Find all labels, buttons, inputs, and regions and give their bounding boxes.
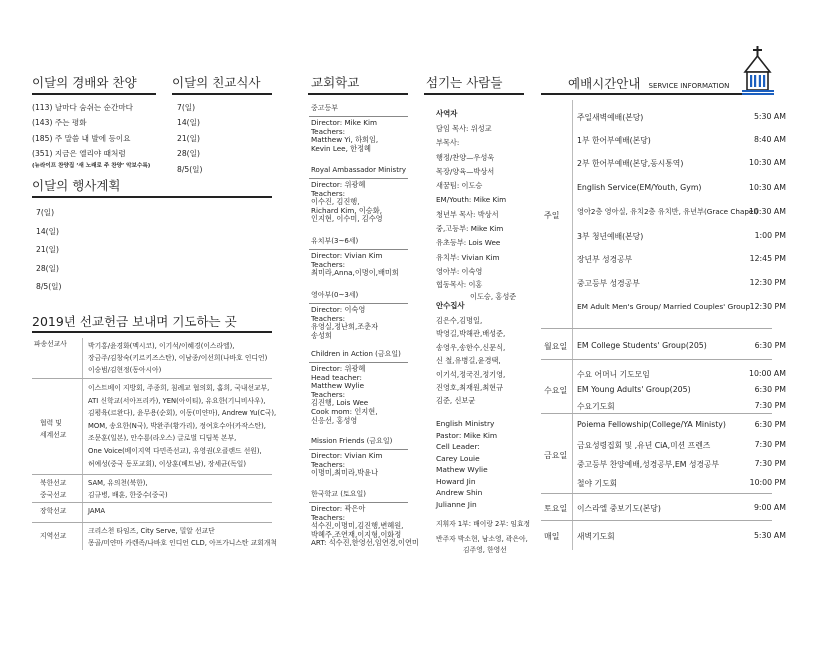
service-time: 10:00 PM <box>749 478 786 487</box>
mission-label: 협력 및 세계선교 <box>40 419 67 439</box>
staff-item: 영아부: 이숙영 <box>436 266 483 276</box>
school-block-body <box>311 452 382 478</box>
service-name: 수요 어머니 기도모임 <box>577 370 650 379</box>
worship-item: (185) 주 말씀 내 발에 등이요 <box>32 133 131 143</box>
service-time: 5:30 AM <box>753 112 786 121</box>
staff-item: 새꿈팀: 이도승 <box>436 181 483 191</box>
em-line: Mathew Wylie <box>436 465 488 474</box>
service-divider <box>541 493 772 494</box>
school-block-line: 김진행, Lois Wee <box>311 398 369 408</box>
service-title: 예배시간안내 <box>568 76 641 91</box>
em-list <box>436 418 497 510</box>
mission-line: One Voice(베이지역 다민족선교), 유영권(오클랜드 선원), <box>88 446 262 455</box>
school-block-line: Teachers: <box>311 313 346 323</box>
school-block-line: Kevin Lee, 한정혜 <box>311 143 371 153</box>
school-block-rule <box>309 449 408 450</box>
events-rule <box>32 196 272 198</box>
fellowship-date: 8/5(일) <box>177 164 203 174</box>
service-time: 5:30 AM <box>753 531 786 540</box>
mission-line: 장금주/김창숙(키르키즈스탄), 이남종/이선희(나바호 인디언) <box>88 354 268 362</box>
worship-note: (뉴라이프 찬양집 ‘새 노래로 주 찬양’ 악보수록) <box>32 162 151 169</box>
school-block-title: 한국학교 (토요일) <box>311 490 367 498</box>
school-block-line: Teachers: <box>311 459 346 469</box>
deacon-line: 박영길,박해관,배성준, <box>436 329 506 339</box>
school-block-rule <box>309 178 408 179</box>
mission-line: ATI 신학교(서아프리카), YEN(아이티), 유요한(기니비사우), <box>88 396 266 405</box>
service-time: 12:30 PM <box>749 278 786 287</box>
school-block-line: Cook mom: 인지현, <box>311 406 378 416</box>
em-line: Pastor: Mike Kim <box>436 430 498 440</box>
service-title-wrap <box>568 73 729 92</box>
event-date: 28(일) <box>36 263 59 273</box>
school-block-line: 석수진,이명미,김진행,변혜원, <box>311 521 404 531</box>
service-divider <box>541 359 772 360</box>
school-block-line: 이수진, 김진행, <box>311 197 360 207</box>
service-name: 장년부 성경공부 <box>577 255 633 264</box>
service-name: 새벽기도회 <box>577 532 615 541</box>
mission-lines <box>88 525 277 549</box>
mission-line: 박기홍/윤경화(멕시코), 이기석/이혜경(이스라엘), <box>88 342 235 350</box>
school-block-rule <box>309 116 408 117</box>
deacon-line: 신 철,유병길,윤경택, <box>436 356 501 366</box>
pastor-heading: 사역자 <box>436 109 458 118</box>
service-name: 수요기도회 <box>577 402 615 411</box>
mission-row-divider <box>32 522 272 523</box>
school-block-line: 인지현, 이수미, 김수영 <box>311 214 383 224</box>
service-day: 월요일 <box>544 342 568 351</box>
school-block-title: Children in Action (금요일) <box>311 350 401 358</box>
conductor: 지휘자 1부: 배이랑 2부: 임효정 <box>436 520 531 528</box>
service-name: 금요성령집회 및 ,유년 CiA,미션 프렌즈 <box>577 441 711 450</box>
worship-list <box>32 100 150 171</box>
deacon-line: 김은수,김명일, <box>436 316 483 325</box>
school-block-line: 유영실,정난희,조춘자 <box>311 322 379 332</box>
school-block-rule <box>309 362 408 363</box>
school-block-line: Director: 위광혜 <box>311 364 366 373</box>
service-time: 6:30 PM <box>754 341 786 350</box>
school-block-title: Royal Ambassador Ministry <box>311 166 406 174</box>
fellowship-rule <box>172 93 272 95</box>
school-block-line: Matthew Wylie <box>311 381 365 391</box>
staff-item: 목장/양육—박상서 <box>436 166 495 176</box>
worship-title: 이달의 경배와 찬양 <box>32 75 137 90</box>
deacons-heading: 안수집사 <box>436 301 465 310</box>
deacon-line: 진영호,최재원,최현규 <box>436 383 504 393</box>
mission-line: MOM, 송요한(N국), 박완주(황가리), 정여호수아(카작스탄), <box>88 421 266 430</box>
em-line: English Ministry <box>436 419 495 428</box>
mission-line: 허예성(중국 동포교회), 이상훈(베트남), 장세균(독일) <box>88 459 247 468</box>
accompanist-2: 김주영, 한영선 <box>463 546 507 554</box>
service-time: 7:30 PM <box>754 459 786 468</box>
school-block-line: Teachers: <box>311 126 346 136</box>
mission-label: 파송선교사 <box>34 340 67 348</box>
service-day: 토요일 <box>544 504 568 513</box>
school-rule <box>308 93 408 95</box>
mission-rule <box>32 331 272 333</box>
service-name: EM College Students' Group(205) <box>577 341 707 350</box>
school-block-line: 신응선, 홍성영 <box>311 415 358 425</box>
mission-line: 조문훈(일본), 안수룡(라오스) 글로벌 디딤북 본부, <box>88 434 237 443</box>
service-rule <box>541 93 772 95</box>
school-block-line: 최미라,Anna,이명이,배미희 <box>311 268 399 278</box>
school-block-line: Director: 이숙영 <box>311 305 366 314</box>
school-block-line: Head teacher: <box>311 372 362 382</box>
deacon-line: 이기석,정국진,정기영, <box>436 369 506 379</box>
mission-line: 크리스천 타임즈, City Serve, 밀알 선교단 <box>88 527 215 535</box>
service-time: 10:30 AM <box>748 158 786 167</box>
mission-row-divider <box>32 474 272 475</box>
event-date: 8/5(일) <box>36 282 62 291</box>
mission-lines <box>88 382 276 470</box>
school-block-rule <box>309 303 408 304</box>
em-line: Andrew Shin <box>436 488 483 497</box>
service-divider <box>541 328 772 329</box>
school-block-line: ART: 석수진,한영선,임연경,이연미 <box>311 538 419 548</box>
school-block-line: 박혜주,조연재,이지형,이화정 <box>311 529 402 539</box>
mission-lines <box>88 477 168 501</box>
service-time: 1:00 PM <box>754 231 786 240</box>
mission-title: 2019년 선교헌금 보내며 기도하는 곳 <box>32 314 237 329</box>
school-block-body <box>311 181 383 224</box>
mission-line: 이스트베이 지방회, 주종희, 침례교 협의회, 홈희, 국내선교부, <box>88 384 270 392</box>
staff-item: EM/Youth: Mike Kim <box>436 195 507 205</box>
em-line: Carey Louie <box>436 453 480 463</box>
staff-rule <box>424 93 524 95</box>
school-block-rule <box>309 502 408 503</box>
service-day: 매일 <box>544 532 560 541</box>
service-time: 12:30 PM <box>749 302 786 311</box>
mission-line: 이승범/김현정(동아시아) <box>88 366 162 374</box>
mission-row-divider <box>32 502 272 503</box>
mission-line: 김평육(르완다), 윤무용(순회), 이동(미얀마), Andrew Yu(C국), <box>88 409 277 418</box>
staff-item: 행정/찬양—우성욱 <box>436 152 495 162</box>
service-name: English Service(EM/Youth, Gym) <box>577 183 702 192</box>
mission-label: 지역선교 <box>40 532 67 540</box>
events-list <box>36 204 61 297</box>
school-block-rule <box>309 249 408 250</box>
service-name: 이스라엘 중보기도(본당) <box>577 504 661 513</box>
school-block-line: Teachers: <box>311 512 346 522</box>
event-date: 7(일) <box>36 208 55 217</box>
school-block-body <box>311 119 378 153</box>
mission-row-divider <box>32 378 272 379</box>
school-block-title: 중고등부 <box>311 104 339 112</box>
staff-list <box>436 122 516 303</box>
service-name: 중고등부 찬양예배,성경공부,EM 성경공부 <box>577 460 720 469</box>
service-name: 주일새벽예배(본당) <box>577 113 644 122</box>
service-name: Poiema Fellowship(College/YA Ministy) <box>577 420 726 429</box>
fellowship-date: 14(일) <box>177 118 200 128</box>
deacon-line: 송영우,송한수,신문식, <box>436 342 506 352</box>
staff-item: 협동목사: 이홍 <box>436 280 483 290</box>
church-icon <box>742 44 774 96</box>
school-block-line: Director: 곽은아 <box>311 504 366 513</box>
school-block-line: 송성희 <box>311 330 332 340</box>
school-block-line: Director: Mike Kim <box>311 118 377 127</box>
service-day: 주일 <box>544 211 560 220</box>
service-name: 3부 청년예배(본당) <box>577 232 644 241</box>
school-title: 교회학교 <box>311 75 360 90</box>
worship-rule <box>32 93 156 95</box>
school-block-title: 유치부(3~6세) <box>311 237 359 245</box>
school-block-title: 영아부(0~3세) <box>311 291 359 299</box>
service-name: 1부 한어부예배(본당) <box>577 136 651 145</box>
fellowship-date: 21(일) <box>177 133 200 143</box>
school-block-body <box>311 505 419 548</box>
mission-lines <box>88 340 267 376</box>
service-name: 2부 한어부예배(본당,동시통역) <box>577 159 684 168</box>
staff-title: 섬기는 사람들 <box>426 75 503 90</box>
service-divider <box>541 413 772 414</box>
school-block-body <box>311 306 378 340</box>
mission-line: SAM, 유의천(북한), <box>88 479 148 487</box>
service-time: 7:30 PM <box>754 440 786 449</box>
service-time: 6:30 PM <box>754 420 786 429</box>
service-time: 10:30 AM <box>748 207 786 216</box>
school-block-line: 이명미,최미라,박윤나 <box>311 468 379 478</box>
events-title: 이달의 행사계획 <box>32 178 121 193</box>
service-time: 10:00 AM <box>748 369 786 378</box>
em-line: Howard Jin <box>436 476 476 486</box>
service-name: EM Young Adults' Group(205) <box>577 385 691 394</box>
staff-item: 부목사: <box>436 138 460 148</box>
deacon-line: 김준, 신보균 <box>436 396 476 406</box>
staff-item: 청년부 목사: 박상서 <box>436 209 499 219</box>
fellowship-title: 이달의 친교식사 <box>172 75 261 90</box>
service-divider <box>541 520 772 521</box>
school-block-line: Director: Vivian Kim <box>311 251 383 260</box>
service-name: 철야 기도회 <box>577 479 618 488</box>
mission-col-divider <box>82 338 83 550</box>
school-block-body <box>311 252 399 278</box>
school-block-line: Director: Vivian Kim <box>311 451 383 460</box>
service-day: 수요일 <box>544 386 568 395</box>
worship-item: (113) 날마다 숨쉬는 순간마다 <box>32 103 134 112</box>
mission-label: 북한선교 중국선교 <box>40 479 67 499</box>
staff-item: 유초등부: Lois Wee <box>436 238 501 248</box>
service-time: 6:30 PM <box>754 385 786 394</box>
school-block-line: Teachers: <box>311 389 346 399</box>
school-block-line: Teachers: <box>311 188 346 198</box>
fellowship-date: 28(일) <box>177 149 200 159</box>
fellowship-list <box>177 100 202 177</box>
school-block-body <box>311 365 377 425</box>
staff-item: 이도승, 홍성준 <box>470 292 517 302</box>
service-day: 금요일 <box>544 451 568 460</box>
service-title-en: SERVICE INFORMATION <box>648 82 730 90</box>
service-time: 9:00 AM <box>753 503 786 512</box>
accompanist: 반주자 박소현, 남소영, 곽은아, <box>436 535 528 543</box>
staff-item: 중,고등부: Mike Kim <box>436 224 504 234</box>
service-name: 중고등부 성경공부 <box>577 279 640 288</box>
mission-line: JAMA <box>88 507 106 515</box>
service-col-divider <box>572 100 573 550</box>
mission-line: 김규병, 배훈, 한중수(중국) <box>88 491 168 499</box>
service-time: 10:30 AM <box>748 183 786 192</box>
event-date: 14(일) <box>36 226 59 236</box>
school-block-line: Matthew Yi, 하희임, <box>311 135 379 145</box>
service-name: EM Adult Men's Group/ Married Couples' Group <box>577 302 751 311</box>
mission-line: 몽골/미얀마 카렌족/나바호 인디언 CLD, 아프가니스탄 교회개척 <box>88 539 277 547</box>
service-time: 8:40 AM <box>753 135 786 144</box>
em-line: Julianne Jin <box>436 499 477 509</box>
service-time: 7:30 PM <box>754 401 786 410</box>
school-block-title: Mission Friends (금요일) <box>311 437 393 445</box>
em-line: Cell Leader: <box>436 442 480 451</box>
school-block-line: Richard Kim, 이승화, <box>311 205 382 215</box>
deacons-list <box>436 314 505 408</box>
event-date: 21(일) <box>36 245 59 254</box>
service-name: 영아2층 영아실, 유치2층 유치반, 유년부(Grace Chapel) <box>577 207 759 216</box>
fellowship-date: 7(일) <box>177 103 196 112</box>
mission-label: 장학선교 <box>40 507 67 515</box>
school-block-line: Director: 위광혜 <box>311 180 366 189</box>
worship-item: (351) 지금은 엘리야 때처럼 <box>32 149 126 159</box>
staff-item: 담임 목사: 위성교 <box>436 124 492 133</box>
worship-item: (143) 주는 평화 <box>32 118 87 128</box>
staff-item: 유치부: Vivian Kim <box>436 252 500 262</box>
school-block-line: Teachers: <box>311 259 346 269</box>
service-time: 12:45 PM <box>749 254 786 263</box>
